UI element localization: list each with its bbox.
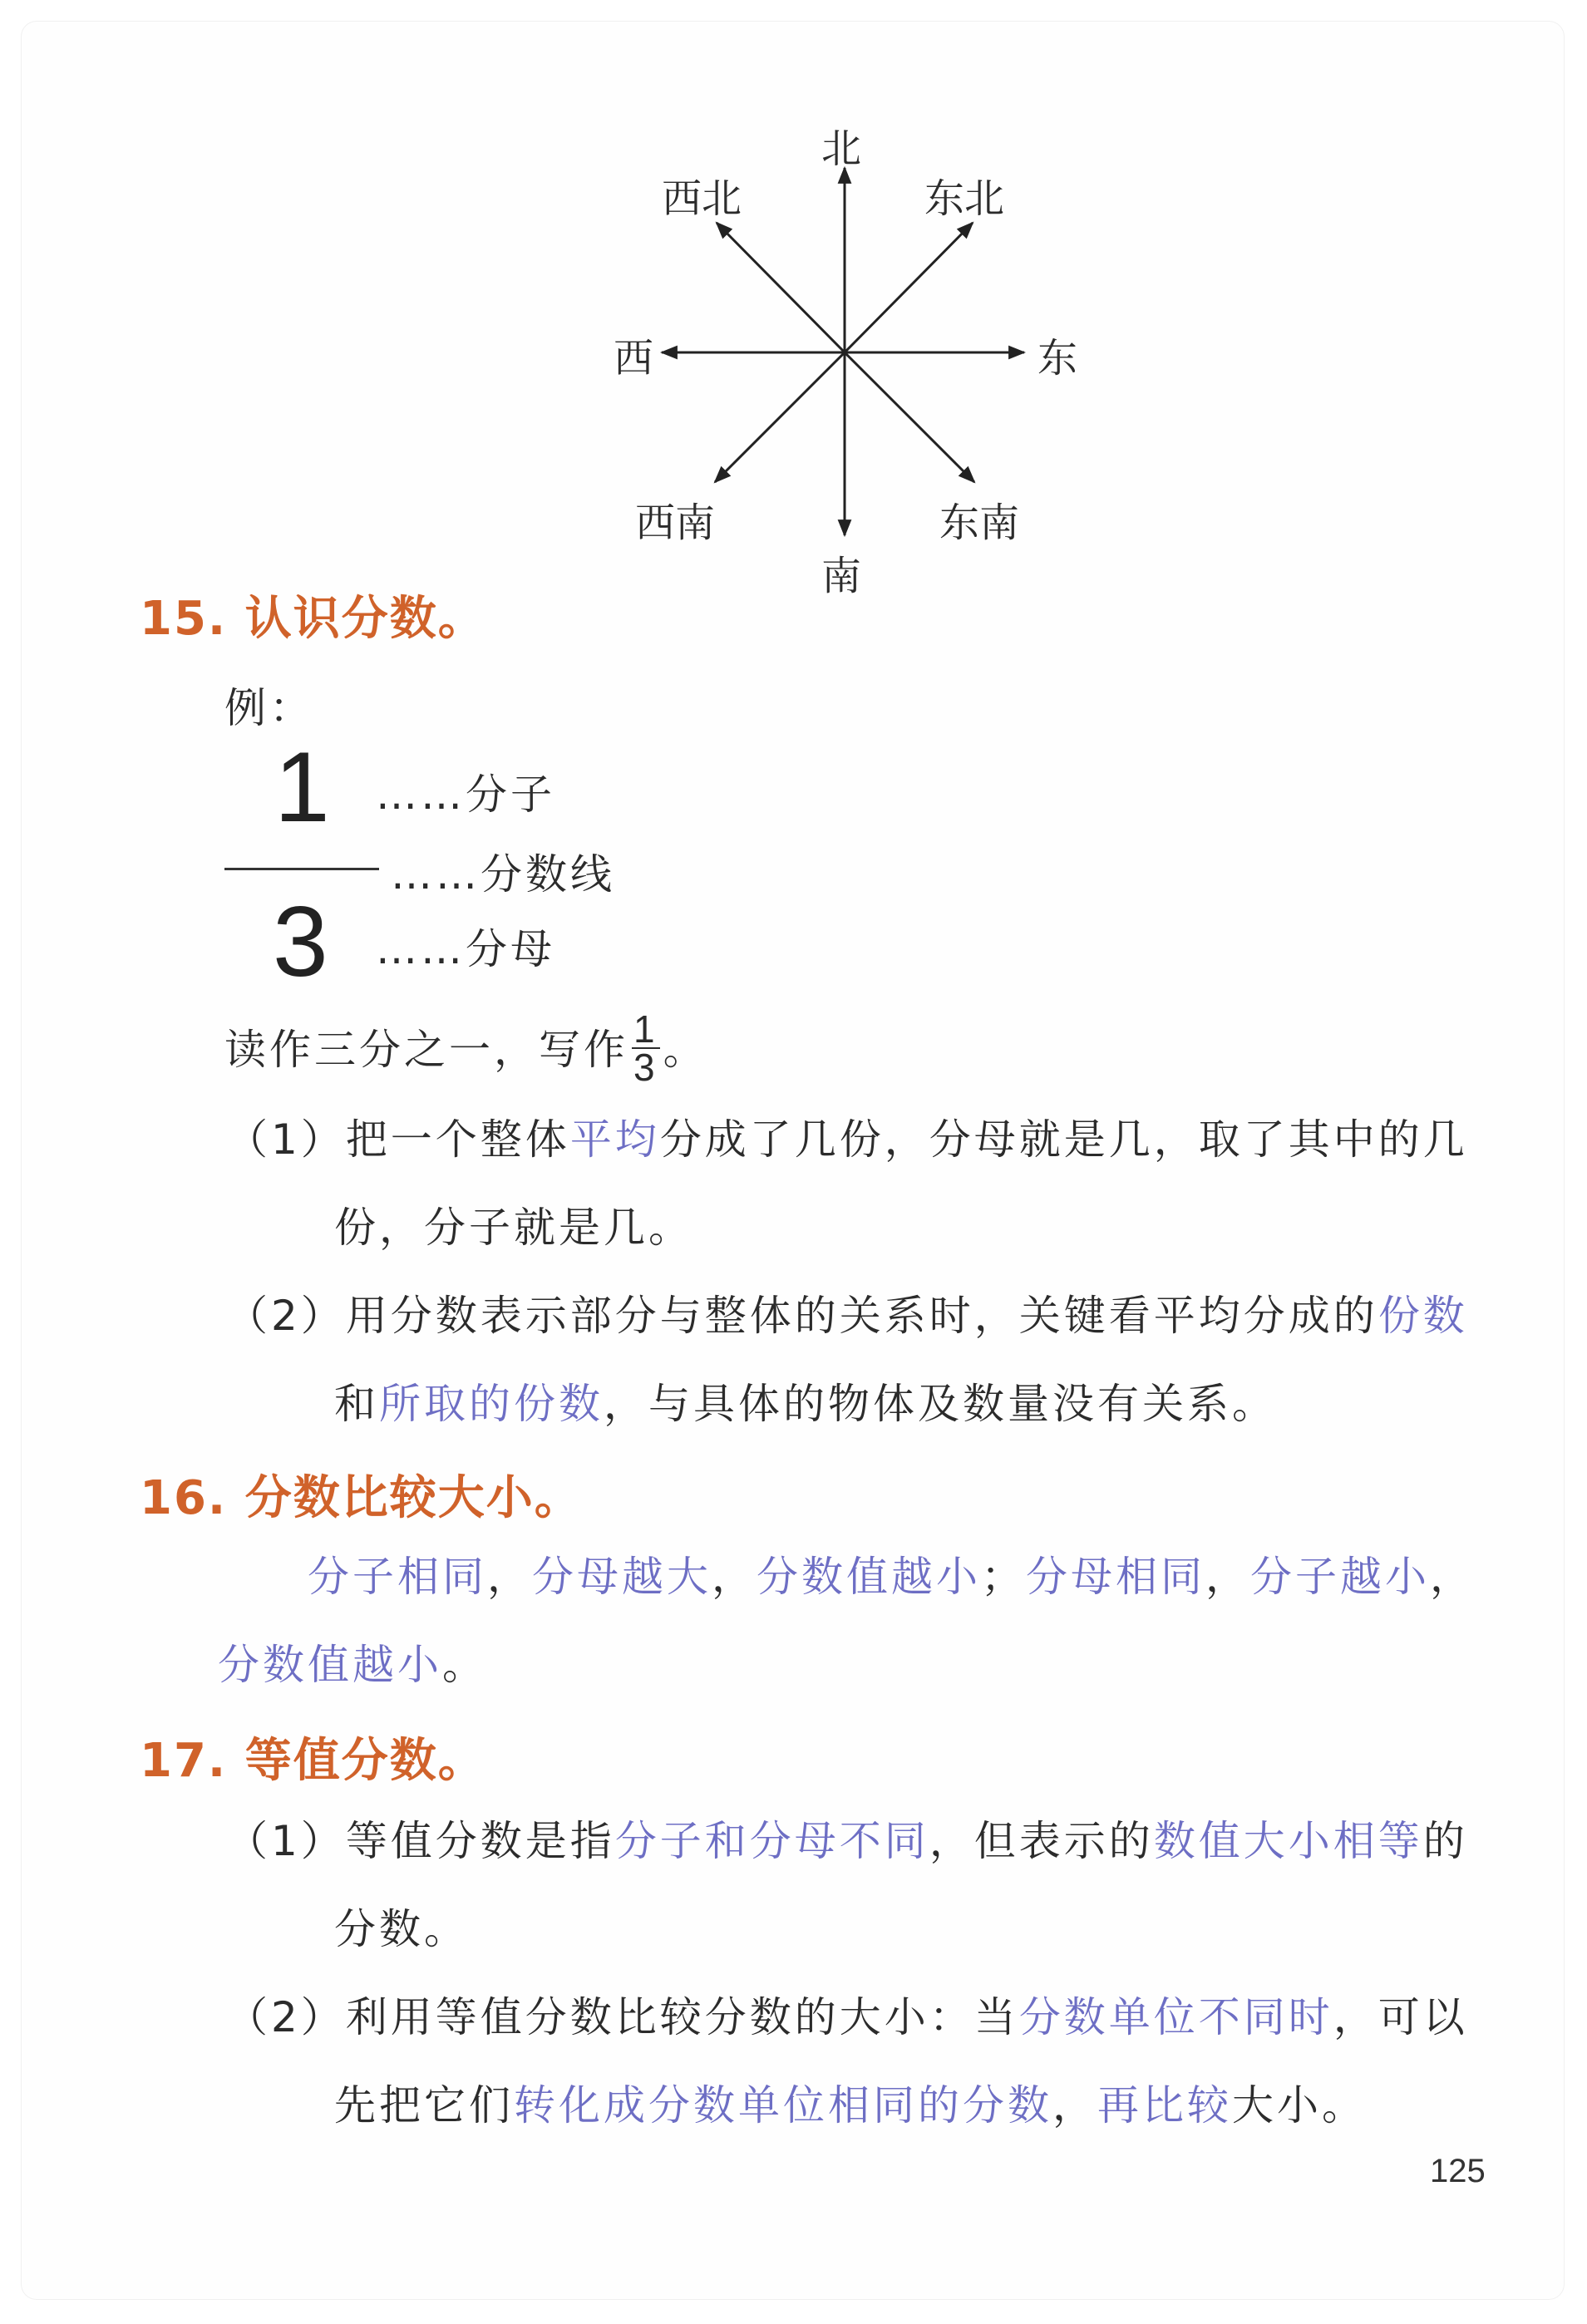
- s15-item-1-highlight: 平均: [569, 1115, 660, 1164]
- s17-item-1: [226, 1797, 1468, 1973]
- s17-item-2-text-e: 大小。: [1232, 2081, 1367, 2130]
- s17-item-1-text-c: 的: [1422, 1817, 1468, 1865]
- s16-sep-6: 。: [442, 1641, 487, 1689]
- s17-item-2-text-b: ，可以: [1333, 1993, 1468, 2041]
- s16-line-1: [218, 1533, 1475, 1621]
- s15-item-2-highlight-a: 份数: [1378, 1292, 1468, 1340]
- s15-item-2-text-b: 和: [334, 1380, 379, 1428]
- label-southwest: 西南: [635, 500, 716, 546]
- read-text: 读作三分之一，写作: [224, 1026, 628, 1074]
- label-west: 西: [614, 335, 654, 382]
- numerator-label: ……分子: [376, 771, 555, 819]
- s16-hl-4: 分母相同: [1026, 1553, 1205, 1601]
- read-write-line: [224, 1006, 708, 1094]
- s16-sep-1: ，: [487, 1553, 532, 1601]
- s15-item-1-text-a: 把一个整体: [345, 1115, 570, 1164]
- s17-item-2-text-a: 利用等值分数比较分数的大小：当: [345, 1993, 1019, 2041]
- label-northwest: 西北: [662, 175, 742, 222]
- arrow-southwest: [715, 352, 845, 482]
- s16-sep-2: ，: [712, 1553, 757, 1601]
- s16-hl-5: 分子越小: [1250, 1553, 1430, 1601]
- s15-item-2-line-2: [226, 1360, 1468, 1448]
- s16-hl-2: 分母越大: [532, 1553, 712, 1601]
- s15-item-1-line-2: [226, 1184, 1468, 1272]
- s17-item-1-text-b: ，但表示的: [929, 1817, 1154, 1865]
- s17-item-1-text-a: 等值分数是指: [345, 1817, 615, 1865]
- inline-fraction-denominator: 3: [633, 1045, 658, 1089]
- fraction-line: [224, 868, 379, 870]
- s16-sep-5: ，: [1430, 1553, 1475, 1601]
- s16-hl-3: 分数值越小: [757, 1553, 981, 1601]
- section-16-title: 16. 分数比较大小。: [140, 1471, 583, 1525]
- s17-item-2-text-d: ，: [1052, 2081, 1097, 2130]
- s17-item-1-highlight-b: 数值大小相等: [1153, 1817, 1423, 1865]
- s17-item-1-line-1: [226, 1797, 1468, 1885]
- s15-item-2-text-c: ，与具体的物体及数量没有关系。: [604, 1380, 1277, 1428]
- label-east: 东: [1037, 335, 1078, 382]
- s16-hl-6: 分数值越小: [218, 1641, 442, 1689]
- s15-item-2: [226, 1272, 1468, 1448]
- s16-body: [218, 1533, 1475, 1709]
- arrow-southeast: [845, 352, 974, 482]
- s16-sep-4: ，: [1205, 1553, 1250, 1601]
- label-north: 北: [821, 126, 862, 172]
- section-17-title: 17. 等值分数。: [140, 1734, 486, 1788]
- fraction-numerator: 1: [274, 731, 330, 843]
- label-south: 南: [821, 553, 862, 599]
- s17-item-2: [226, 1973, 1468, 2149]
- s17-item-1-marker: （1）: [226, 1817, 346, 1865]
- s15-item-1-marker: （1）: [226, 1115, 346, 1164]
- s17-item-2-marker: （2）: [226, 1993, 346, 2041]
- s17-item-1-line-2: [226, 1885, 1468, 1973]
- arrow-northeast: [845, 223, 973, 352]
- section-15-title: 15. 认识分数。: [140, 592, 486, 646]
- s17-item-2-text-c: 先把它们: [334, 2081, 514, 2130]
- s15-item-2-text-a: 用分数表示部分与整体的关系时，关键看平均分成的: [345, 1292, 1378, 1340]
- s17-item-2-highlight-a: 分数单位不同时: [1018, 1993, 1333, 2041]
- page-number: 125: [1430, 2153, 1486, 2189]
- s17-item-1-text-d: 分数。: [334, 1905, 469, 1953]
- s16-line-2: [218, 1621, 1475, 1709]
- s15-item-2-marker: （2）: [226, 1292, 346, 1340]
- fraction-line-label: ……分数线: [391, 850, 615, 899]
- inline-fraction: [632, 1007, 660, 1089]
- compass-diagram: [0, 0, 1587, 632]
- inline-fraction-numerator: 1: [633, 1007, 658, 1051]
- read-end: 。: [663, 1026, 708, 1074]
- s15-item-2-line-1: [226, 1272, 1468, 1360]
- example-label: 例：: [224, 684, 314, 732]
- label-northeast: 东北: [924, 175, 1005, 222]
- s15-item-1-line-1: [226, 1096, 1468, 1184]
- denominator-label: ……分母: [376, 925, 555, 973]
- s17-item-2-line-2: [226, 2061, 1468, 2149]
- fraction-denominator: 3: [273, 886, 328, 997]
- s17-item-2-highlight-b: 转化成分数单位相同的分数: [514, 2081, 1052, 2130]
- s17-item-2-line-1: [226, 1973, 1468, 2061]
- s17-item-2-highlight-c: 再比较: [1097, 2081, 1232, 2130]
- s16-sep-3: ；: [981, 1553, 1026, 1601]
- s15-item-1-text-b: 分成了几份，分母就是几，取了其中的几: [659, 1115, 1468, 1164]
- s16-hl-1: 分子相同: [308, 1553, 487, 1601]
- s15-item-1: [226, 1096, 1468, 1272]
- label-southeast: 东南: [939, 500, 1020, 546]
- s15-item-1-text-c: 份，分子就是几。: [334, 1204, 693, 1252]
- s15-item-2-highlight-b: 所取的份数: [379, 1380, 604, 1428]
- arrow-northwest: [717, 223, 845, 352]
- s17-item-1-highlight-a: 分子和分母不同: [614, 1817, 929, 1865]
